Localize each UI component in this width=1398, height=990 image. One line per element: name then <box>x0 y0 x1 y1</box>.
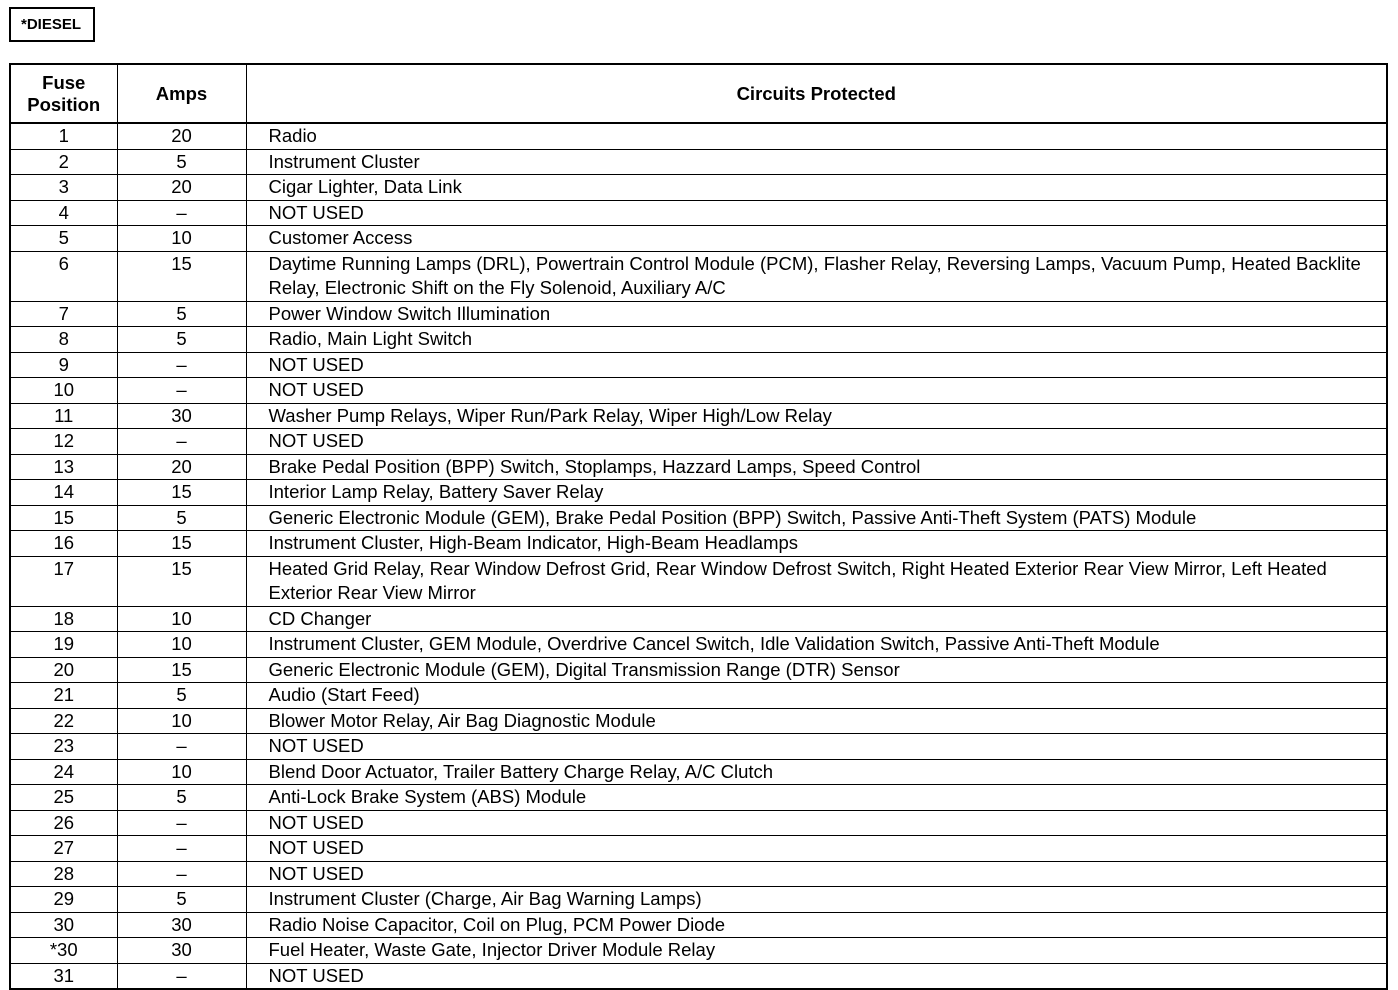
amps-cell: 15 <box>117 657 246 683</box>
circuits-protected-cell: Instrument Cluster <box>246 149 1387 175</box>
circuits-protected-cell: Generic Electronic Module (GEM), Brake Pedal Position (BPP) Switch, Passive Anti-Theft System (PATS) Module <box>246 505 1387 531</box>
fuse-position-cell: 24 <box>10 759 117 785</box>
table-row <box>10 505 1387 531</box>
amps-cell: 20 <box>117 454 246 480</box>
fuse-position-cell: 17 <box>10 556 117 606</box>
table-row <box>10 708 1387 734</box>
amps-cell: 5 <box>117 785 246 811</box>
amps-cell: 5 <box>117 683 246 709</box>
amps-cell: – <box>117 963 246 989</box>
amps-cell: 10 <box>117 606 246 632</box>
amps-cell: 5 <box>117 149 246 175</box>
table-row <box>10 301 1387 327</box>
table-row <box>10 963 1387 989</box>
circuits-protected-cell: NOT USED <box>246 963 1387 989</box>
fuse-position-cell: 25 <box>10 785 117 811</box>
circuits-protected-cell: Generic Electronic Module (GEM), Digital Transmission Range (DTR) Sensor <box>246 657 1387 683</box>
table-row <box>10 734 1387 760</box>
amps-cell: 5 <box>117 327 246 353</box>
circuits-protected-cell: NOT USED <box>246 200 1387 226</box>
circuits-protected-cell: NOT USED <box>246 429 1387 455</box>
fuse-position-cell: 6 <box>10 251 117 301</box>
amps-cell: 15 <box>117 556 246 606</box>
table-row <box>10 454 1387 480</box>
fuse-position-cell: 19 <box>10 632 117 658</box>
header-amps: Amps <box>117 64 246 123</box>
fuse-position-cell: 27 <box>10 836 117 862</box>
fuse-position-cell: 2 <box>10 149 117 175</box>
circuits-protected-cell: Instrument Cluster (Charge, Air Bag Warning Lamps) <box>246 887 1387 913</box>
table-header <box>10 64 1387 123</box>
circuits-protected-cell: Blend Door Actuator, Trailer Battery Charge Relay, A/C Clutch <box>246 759 1387 785</box>
circuits-protected-cell: Instrument Cluster, High-Beam Indicator, High-Beam Headlamps <box>246 531 1387 557</box>
table-row <box>10 200 1387 226</box>
circuits-protected-cell: Instrument Cluster, GEM Module, Overdrive Cancel Switch, Idle Validation Switch, Passive Anti-Theft Module <box>246 632 1387 658</box>
amps-cell: 5 <box>117 505 246 531</box>
fuse-position-cell: 29 <box>10 887 117 913</box>
circuits-protected-cell: Radio, Main Light Switch <box>246 327 1387 353</box>
circuits-protected-cell: Power Window Switch Illumination <box>246 301 1387 327</box>
table-row <box>10 606 1387 632</box>
table-row <box>10 657 1387 683</box>
fuse-position-cell: 30 <box>10 912 117 938</box>
fuse-position-cell: 9 <box>10 352 117 378</box>
amps-cell: 20 <box>117 123 246 149</box>
table-row <box>10 378 1387 404</box>
table-body <box>10 123 1387 989</box>
table-row <box>10 556 1387 606</box>
amps-cell: 30 <box>117 403 246 429</box>
fuse-position-cell: 21 <box>10 683 117 709</box>
circuits-protected-cell: Radio Noise Capacitor, Coil on Plug, PCM Power Diode <box>246 912 1387 938</box>
fuse-position-cell: 5 <box>10 226 117 252</box>
circuits-protected-cell: Brake Pedal Position (BPP) Switch, Stoplamps, Hazzard Lamps, Speed Control <box>246 454 1387 480</box>
amps-cell: 10 <box>117 759 246 785</box>
circuits-protected-cell: Heated Grid Relay, Rear Window Defrost Grid, Rear Window Defrost Switch, Right Heated Exterior Rear View Mirror, Left Heated Exterior Rear View Mirror <box>246 556 1387 606</box>
table-row <box>10 123 1387 149</box>
fuse-position-cell: 3 <box>10 175 117 201</box>
circuits-protected-cell: Blower Motor Relay, Air Bag Diagnostic Module <box>246 708 1387 734</box>
table-row <box>10 175 1387 201</box>
table-row <box>10 149 1387 175</box>
amps-cell: 10 <box>117 632 246 658</box>
table-row <box>10 938 1387 964</box>
table-row <box>10 251 1387 301</box>
amps-cell: – <box>117 378 246 404</box>
circuits-protected-cell: NOT USED <box>246 836 1387 862</box>
circuits-protected-cell: Fuel Heater, Waste Gate, Injector Driver Module Relay <box>246 938 1387 964</box>
fuse-position-cell: 7 <box>10 301 117 327</box>
circuits-protected-cell: CD Changer <box>246 606 1387 632</box>
table-row <box>10 861 1387 887</box>
table-row <box>10 759 1387 785</box>
fuse-position-cell: 22 <box>10 708 117 734</box>
circuits-protected-cell: NOT USED <box>246 861 1387 887</box>
fuse-position-cell: 18 <box>10 606 117 632</box>
amps-cell: 15 <box>117 480 246 506</box>
circuits-protected-cell: Cigar Lighter, Data Link <box>246 175 1387 201</box>
circuits-protected-cell: Interior Lamp Relay, Battery Saver Relay <box>246 480 1387 506</box>
fuse-position-cell: 13 <box>10 454 117 480</box>
amps-cell: 15 <box>117 531 246 557</box>
circuits-protected-cell: Audio (Start Feed) <box>246 683 1387 709</box>
fuse-position-cell: 31 <box>10 963 117 989</box>
table-row <box>10 226 1387 252</box>
amps-cell: – <box>117 810 246 836</box>
amps-cell: 30 <box>117 912 246 938</box>
table-row <box>10 403 1387 429</box>
table-row <box>10 836 1387 862</box>
table-row <box>10 683 1387 709</box>
circuits-protected-cell: Customer Access <box>246 226 1387 252</box>
table-row <box>10 810 1387 836</box>
amps-cell: – <box>117 734 246 760</box>
fuse-position-cell: 12 <box>10 429 117 455</box>
amps-cell: – <box>117 836 246 862</box>
amps-cell: – <box>117 352 246 378</box>
table-row <box>10 352 1387 378</box>
table-row <box>10 785 1387 811</box>
header-fuse-position <box>10 64 117 123</box>
table-row <box>10 887 1387 913</box>
fuse-table <box>9 63 1388 990</box>
table-row <box>10 531 1387 557</box>
fuse-position-cell: *30 <box>10 938 117 964</box>
amps-cell: 5 <box>117 301 246 327</box>
fuse-position-cell: 16 <box>10 531 117 557</box>
fuse-position-cell: 26 <box>10 810 117 836</box>
fuse-position-cell: 10 <box>10 378 117 404</box>
fuse-position-cell: 28 <box>10 861 117 887</box>
circuits-protected-cell: Washer Pump Relays, Wiper Run/Park Relay, Wiper High/Low Relay <box>246 403 1387 429</box>
header-fuse-position-line-2: Position <box>27 93 101 115</box>
circuits-protected-cell: Anti-Lock Brake System (ABS) Module <box>246 785 1387 811</box>
circuits-protected-cell: Radio <box>246 123 1387 149</box>
amps-cell: 5 <box>117 887 246 913</box>
circuits-protected-cell: NOT USED <box>246 734 1387 760</box>
table-row <box>10 429 1387 455</box>
amps-cell: 10 <box>117 226 246 252</box>
diesel-note-tag: *DIESEL <box>9 7 95 42</box>
amps-cell: – <box>117 200 246 226</box>
amps-cell: 10 <box>117 708 246 734</box>
circuits-protected-cell: NOT USED <box>246 378 1387 404</box>
fuse-position-cell: 14 <box>10 480 117 506</box>
amps-cell: 20 <box>117 175 246 201</box>
amps-cell: 15 <box>117 251 246 301</box>
table-row <box>10 480 1387 506</box>
amps-cell: 30 <box>117 938 246 964</box>
table-row <box>10 912 1387 938</box>
amps-cell: – <box>117 861 246 887</box>
fuse-position-cell: 1 <box>10 123 117 149</box>
table-row <box>10 632 1387 658</box>
header-fuse-position-line-1: Fuse <box>42 71 86 93</box>
header-circuits-protected: Circuits Protected <box>246 64 1387 123</box>
circuits-protected-cell: Daytime Running Lamps (DRL), Powertrain Control Module (PCM), Flasher Relay, Reversing Lamps, Vacuum Pump, Heated Backlite Relay, Electronic Shift on the Fly Solenoid, Auxiliary A/C <box>246 251 1387 301</box>
circuits-protected-cell: NOT USED <box>246 810 1387 836</box>
fuse-position-cell: 11 <box>10 403 117 429</box>
table-row <box>10 327 1387 353</box>
circuits-protected-cell: NOT USED <box>246 352 1387 378</box>
fuse-position-cell: 4 <box>10 200 117 226</box>
fuse-position-cell: 8 <box>10 327 117 353</box>
fuse-position-cell: 20 <box>10 657 117 683</box>
amps-cell: – <box>117 429 246 455</box>
fuse-position-cell: 15 <box>10 505 117 531</box>
fuse-position-cell: 23 <box>10 734 117 760</box>
header-row <box>10 64 1387 123</box>
